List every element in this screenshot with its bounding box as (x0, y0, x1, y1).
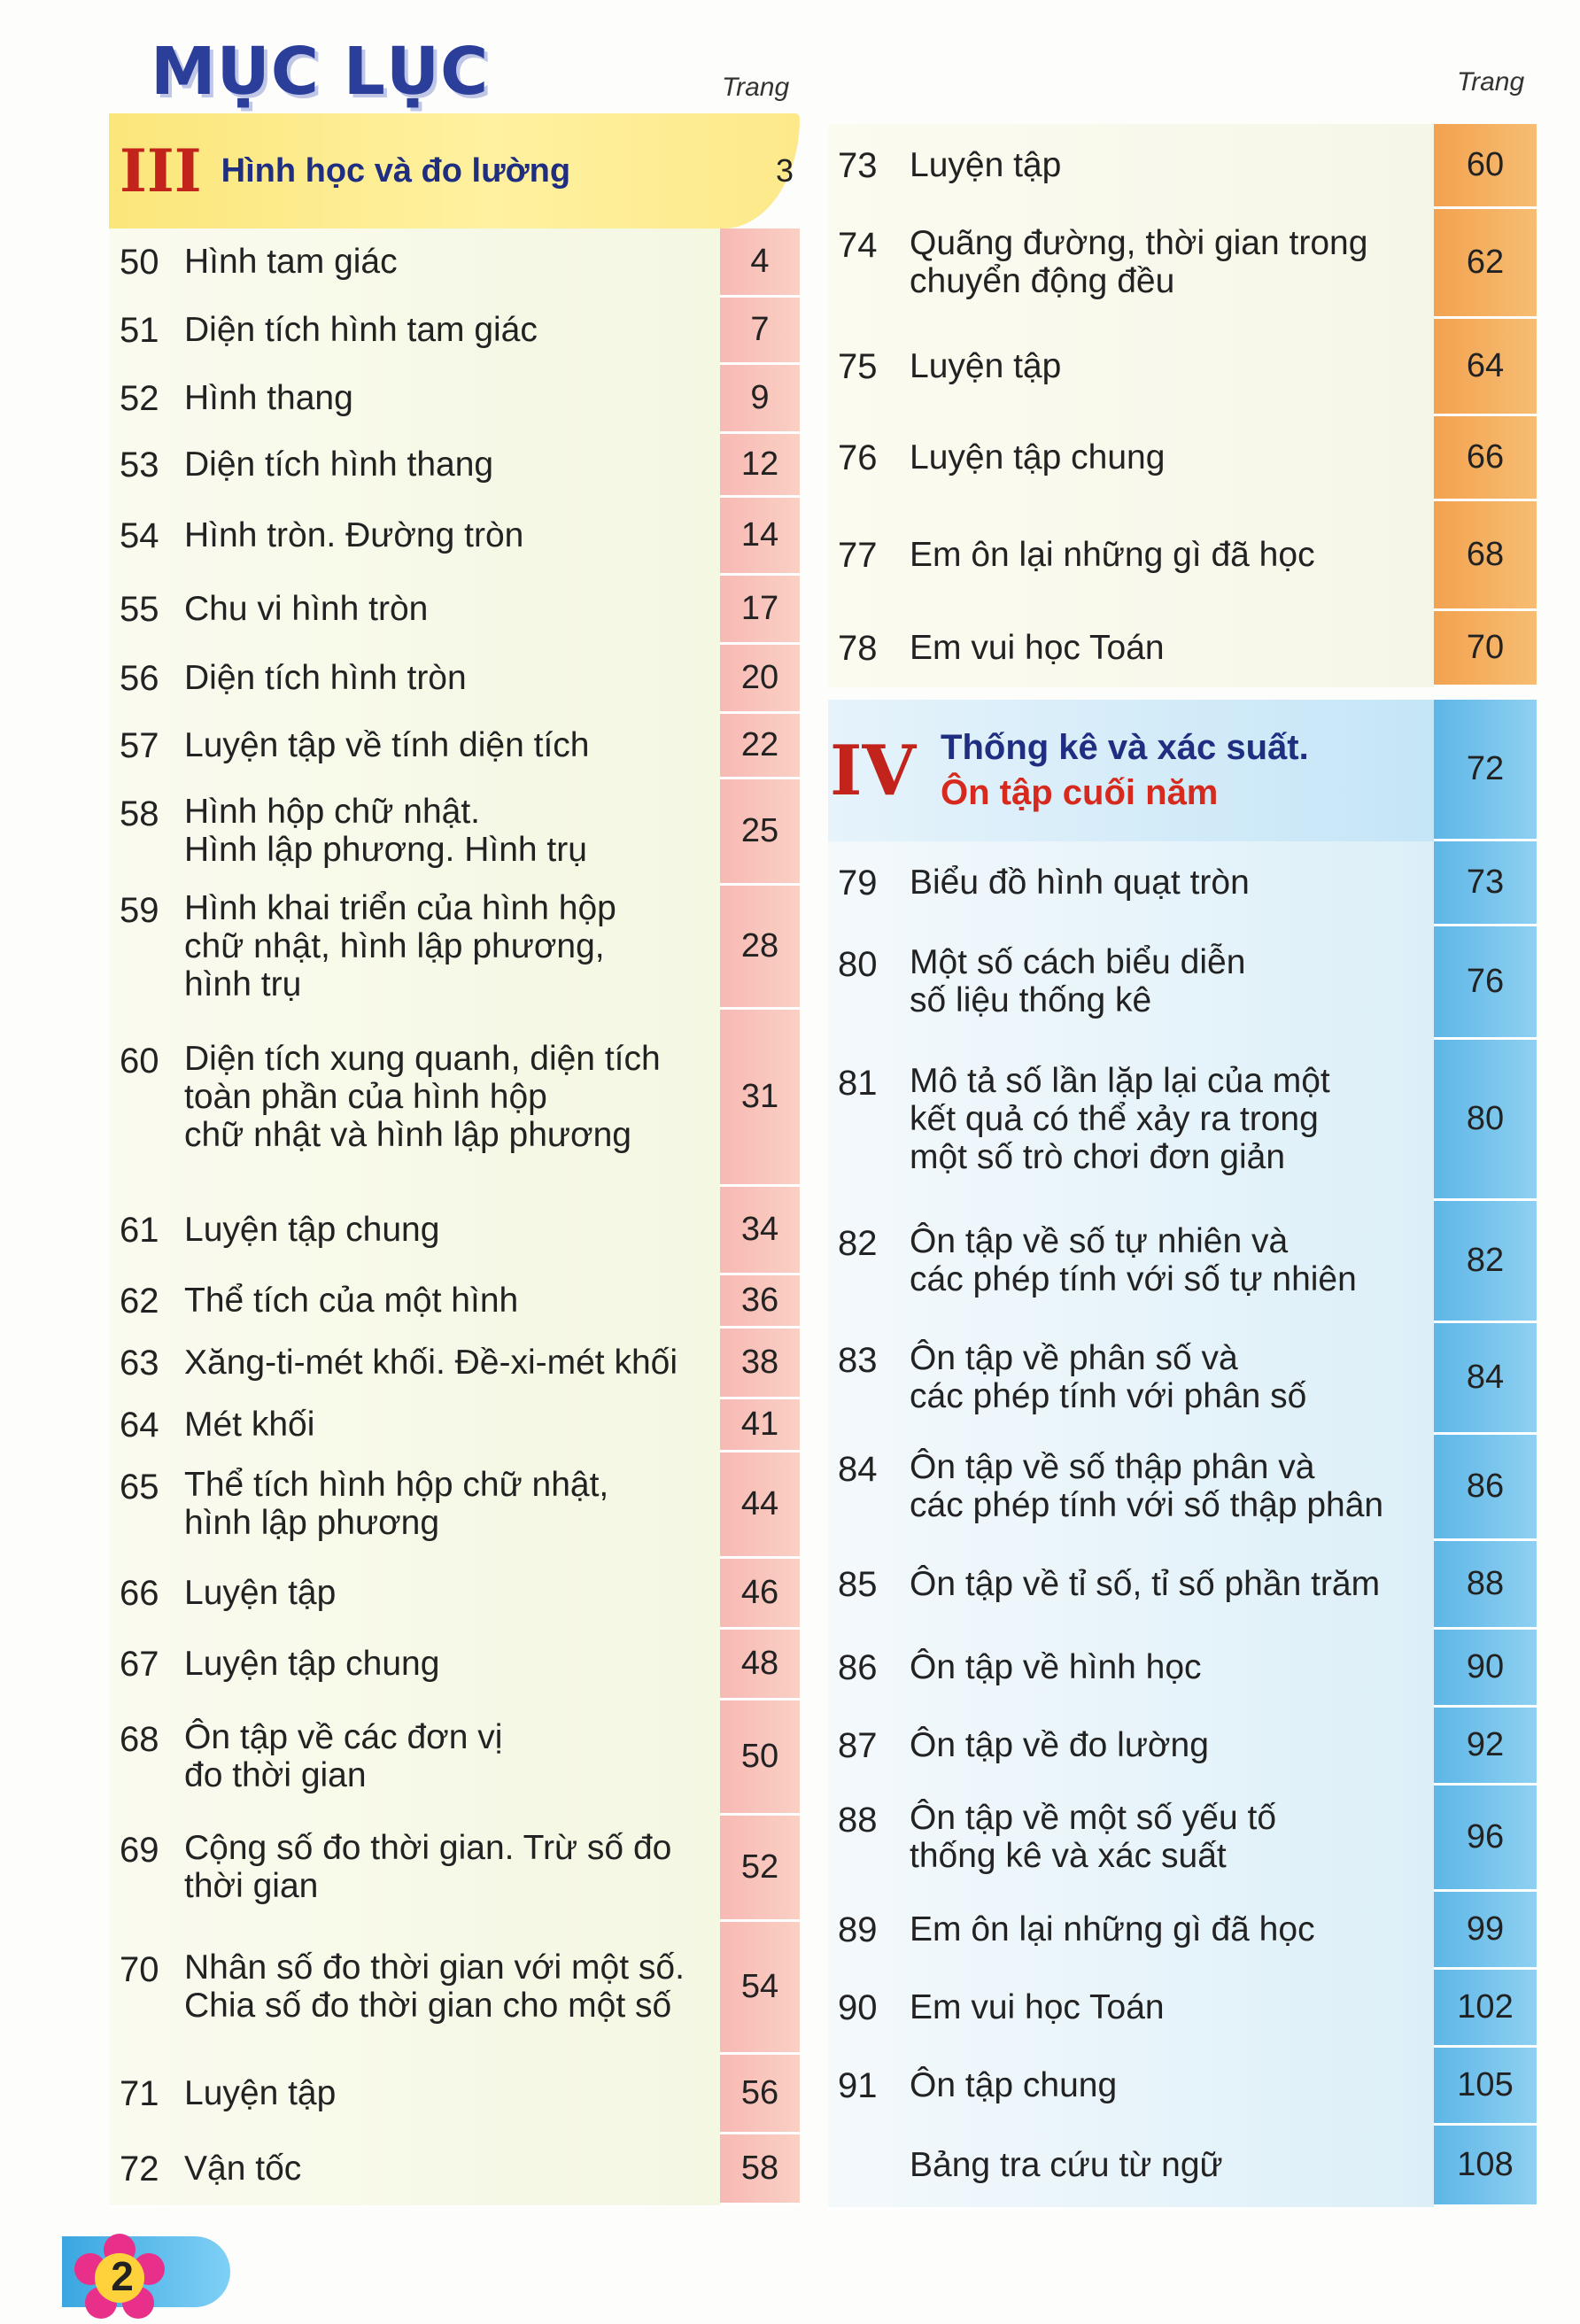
page-number-cell (1434, 1435, 1537, 1541)
lesson-title: Em ôn lại những gì đã học (910, 1910, 1315, 1948)
lesson-page-number: 96 (1466, 1818, 1505, 1855)
lesson-page-number: 38 (740, 1344, 779, 1381)
section-roman-numeral: IV (830, 730, 917, 811)
lesson-page-number: 14 (740, 516, 779, 554)
page-number-cell (1434, 209, 1537, 319)
page-number-cell (1434, 124, 1537, 209)
toc-row[interactable] (828, 1040, 1434, 1204)
lesson-number: 85 (838, 1565, 878, 1604)
lesson-number: 80 (838, 945, 878, 984)
lesson-number: 83 (838, 1341, 878, 1380)
lesson-number: 77 (838, 536, 878, 575)
page-number-cell (1434, 2048, 1537, 2126)
lesson-number: 76 (838, 438, 878, 477)
lesson-page-number: 25 (740, 812, 779, 849)
lesson-number: 71 (120, 2074, 159, 2113)
toc-row[interactable] (828, 1541, 1434, 1632)
lesson-page-number: 31 (740, 1078, 779, 1115)
page-number-cell (1434, 841, 1537, 926)
lesson-page-number: 90 (1466, 1648, 1505, 1685)
toc-row[interactable] (109, 779, 720, 887)
lesson-page-number: 80 (1466, 1100, 1505, 1137)
lesson-number: 62 (120, 1282, 159, 1321)
lesson-title: hình lập phương (184, 1504, 440, 1542)
lesson-number: 59 (120, 891, 159, 930)
toc-row[interactable] (828, 2048, 1434, 2128)
page-number-cell (1434, 1892, 1537, 1970)
page-number-cell (720, 1399, 800, 1452)
lesson-title: Luyện tập (910, 146, 1062, 184)
lesson-title: Thể tích của một hình (184, 1282, 519, 1320)
page-number-cell (1434, 501, 1537, 611)
toc-row[interactable] (828, 926, 1434, 1042)
lesson-page-number: 12 (740, 445, 779, 483)
lesson-number: 91 (838, 2066, 878, 2105)
lesson-page-number: 102 (1457, 1988, 1514, 2026)
lesson-page-number: 62 (1466, 244, 1505, 281)
lesson-number: 61 (120, 1211, 159, 1250)
lesson-page-number: 48 (740, 1645, 779, 1682)
toc-row[interactable] (109, 1010, 720, 1189)
lesson-title: Bảng tra cứu từ ngữ (910, 2146, 1223, 2184)
page-number-cell (720, 498, 800, 576)
toc-row[interactable] (828, 611, 1434, 687)
page-number-cell (1434, 1970, 1537, 2048)
lesson-page-number: 73 (1466, 864, 1505, 901)
lesson-page-number: 17 (740, 590, 779, 627)
section-roman-numeral: III (120, 136, 202, 205)
page-number-cell (1434, 1201, 1537, 1323)
section-title: Thống kê và xác suất. (941, 728, 1309, 767)
lesson-title: Ôn tập về tỉ số, tỉ số phần trăm (910, 1565, 1381, 1603)
page-number-cell (720, 1700, 800, 1816)
page-number-cell (1434, 319, 1537, 416)
lesson-title: số liệu thống kê (910, 981, 1152, 1019)
section-page-number-cell (1434, 700, 1537, 841)
lesson-title: Luyện tập (184, 1574, 337, 1612)
toc-row[interactable] (109, 229, 720, 299)
lesson-page-number: 99 (1466, 1910, 1505, 1948)
lesson-title: Diện tích hình tròn (184, 659, 467, 697)
lesson-number: 73 (838, 146, 878, 185)
toc-row[interactable] (828, 1201, 1434, 1326)
lesson-number: 50 (120, 243, 159, 282)
lesson-number: 72 (120, 2150, 159, 2188)
lesson-title: Ôn tập về phân số và (910, 1339, 1238, 1377)
lesson-page-number: 88 (1466, 1565, 1505, 1602)
lesson-page-number: 92 (1466, 1726, 1505, 1763)
page-number-cell (1434, 1541, 1537, 1630)
lesson-number: 90 (838, 1988, 878, 2027)
lesson-title: Hình tam giác (184, 243, 398, 281)
page-number-cell (720, 1452, 800, 1559)
lesson-title: Biểu đồ hình quạt tròn (910, 864, 1250, 902)
toc-row[interactable] (109, 1187, 720, 1277)
lesson-page-number: 52 (740, 1848, 779, 1886)
page-number-cell (720, 886, 800, 1010)
lesson-number: 55 (120, 590, 159, 629)
lesson-page-number: 58 (740, 2150, 779, 2187)
lesson-number: 66 (120, 1574, 159, 1613)
lesson-number: 81 (838, 1064, 878, 1103)
lesson-page-number: 9 (750, 379, 770, 416)
lesson-title: Ôn tập về số tự nhiên và (910, 1222, 1289, 1260)
lesson-title: Hình tròn. Đường tròn (184, 516, 524, 554)
lesson-number: 86 (838, 1648, 878, 1687)
toc-row[interactable] (109, 714, 720, 781)
lesson-number: 56 (120, 659, 159, 698)
lesson-number: 67 (120, 1645, 159, 1684)
lesson-number: 57 (120, 726, 159, 765)
lesson-title: Ôn tập về các đơn vị (184, 1718, 503, 1756)
lesson-title: Hình hộp chữ nhật. (184, 793, 480, 831)
lesson-title: toàn phần của hình hộp (184, 1078, 547, 1116)
lesson-title: Luyện tập về tính diện tích (184, 726, 590, 764)
page-number-cell (1434, 1708, 1537, 1786)
lesson-title: Luyện tập chung (910, 438, 1166, 476)
page-number-cell (720, 1187, 800, 1275)
lesson-title: Ôn tập về một số yếu tố (910, 1799, 1277, 1837)
lesson-page-number: 41 (740, 1406, 779, 1443)
lesson-number: 58 (120, 794, 159, 833)
toc-row[interactable] (109, 645, 720, 716)
page-number-cell (1434, 1786, 1537, 1892)
lesson-title: Em vui học Toán (910, 1988, 1165, 2026)
lesson-title: Luyện tập chung (184, 1211, 440, 1249)
lesson-page-number: 56 (740, 2074, 779, 2111)
toc-row[interactable] (828, 1323, 1434, 1437)
page-number-cell (720, 229, 800, 298)
lesson-number: 87 (838, 1726, 878, 1765)
page-number-cell (720, 1559, 800, 1630)
lesson-page-number: 70 (1466, 629, 1505, 666)
page-number-cell (720, 1329, 800, 1399)
page-number-cell (720, 298, 800, 365)
lesson-title: Diện tích hình tam giác (184, 311, 538, 349)
page-number-cell (720, 434, 800, 498)
page-number-cell (720, 365, 800, 434)
lesson-number: 82 (838, 1224, 878, 1263)
lesson-page-number: 84 (1466, 1359, 1505, 1396)
page-number-cell (720, 779, 800, 886)
lesson-title: các phép tính với số tự nhiên (910, 1260, 1357, 1298)
toc-row[interactable] (828, 319, 1434, 416)
lesson-page-number: 44 (740, 1485, 779, 1522)
page-number-cell (720, 1922, 800, 2055)
lesson-title: Mô tả số lần lặp lại của một (910, 1062, 1330, 1100)
lesson-page-number: 76 (1466, 963, 1505, 1000)
page-column-label-left: Trang (722, 73, 790, 102)
page-number-cell (1434, 1040, 1537, 1201)
toc-row[interactable] (109, 1816, 720, 1924)
lesson-title: Hình khai triển của hình hộp (184, 889, 616, 927)
toc-row[interactable] (109, 576, 720, 647)
toc-row[interactable] (828, 1786, 1434, 1894)
toc-row[interactable] (109, 1559, 720, 1631)
page-number-cell (1434, 1630, 1537, 1708)
lesson-page-number: 20 (740, 659, 779, 696)
lesson-number: 70 (120, 1950, 159, 1989)
page-number-cell (1434, 2126, 1537, 2207)
page-number-cell (1434, 926, 1537, 1040)
toc-row[interactable] (828, 1708, 1434, 1788)
toc-row[interactable] (828, 1630, 1434, 1710)
toc-row[interactable] (109, 1452, 720, 1561)
lesson-page-number: 82 (1466, 1242, 1505, 1279)
lesson-title: Ôn tập về hình học (910, 1648, 1202, 1686)
lesson-title: Thể tích hình hộp chữ nhật, (184, 1466, 609, 1504)
lesson-page-number: 22 (740, 726, 779, 763)
toc-row[interactable] (109, 298, 720, 367)
toc-row[interactable] (109, 1630, 720, 1702)
lesson-title: Một số cách biểu diễn (910, 943, 1246, 981)
lesson-title: Ôn tập về số thập phân và (910, 1448, 1315, 1486)
lesson-number: 68 (120, 1720, 159, 1759)
toc-row[interactable] (109, 365, 720, 436)
lesson-page-number: 4 (750, 243, 770, 280)
lesson-title: các phép tính với phân số (910, 1377, 1307, 1415)
lesson-number: 74 (838, 226, 878, 265)
lesson-number: 51 (120, 311, 159, 350)
page-number-cell (720, 1010, 800, 1187)
lesson-title: Quãng đường, thời gian trong (910, 224, 1368, 262)
page-number-cell (720, 1816, 800, 1922)
toc-row[interactable] (828, 1970, 1434, 2050)
lesson-number: 75 (838, 347, 878, 386)
section-iii-header[interactable] (109, 113, 800, 229)
toc-row[interactable] (109, 2134, 720, 2207)
lesson-title: Xăng-ti-mét khối. Đề-xi-mét khối (184, 1344, 678, 1382)
toc-row[interactable] (828, 124, 1434, 209)
lesson-title: thời gian (184, 1867, 319, 1905)
lesson-title: Luyện tập (910, 347, 1062, 385)
lesson-title: Chu vi hình tròn (184, 590, 429, 628)
lesson-title: Hình lập phương. Hình trụ (184, 831, 587, 869)
lesson-page-number: 105 (1457, 2066, 1514, 2103)
lesson-title: Chia số đo thời gian cho một số (184, 1987, 672, 2025)
toc-row[interactable] (109, 2055, 720, 2136)
lesson-page-number: 7 (750, 311, 770, 348)
lesson-title: Em vui học Toán (910, 629, 1165, 667)
lesson-title: chuyển động đều (910, 262, 1175, 300)
lesson-title: thống kê và xác suất (910, 1837, 1227, 1875)
page-number-cell (720, 2055, 800, 2134)
toc-row[interactable] (109, 1275, 720, 1330)
lesson-title: chữ nhật, hình lập phương, (184, 927, 605, 965)
lesson-title: Mét khối (184, 1406, 315, 1444)
lesson-title: Luyện tập (184, 2074, 337, 2112)
section-page-number: 3 (775, 152, 794, 189)
toc-row[interactable] (828, 501, 1434, 611)
page-column-label-right: Trang (1457, 67, 1525, 97)
lesson-number: 89 (838, 1910, 878, 1949)
page-number: 2 (111, 2253, 134, 2299)
lesson-title: Ôn tập về đo lường (910, 1726, 1209, 1764)
lesson-title: Cộng số đo thời gian. Trừ số đo (184, 1829, 672, 1867)
lesson-page-number: 60 (1466, 146, 1505, 183)
lesson-title: Luyện tập chung (184, 1645, 440, 1683)
lesson-number: 84 (838, 1450, 878, 1489)
lesson-title: Vận tốc (184, 2150, 302, 2188)
lesson-title: Em ôn lại những gì đã học (910, 536, 1315, 574)
lesson-title: các phép tính với số thập phân (910, 1486, 1384, 1524)
lesson-number: 63 (120, 1344, 159, 1383)
lesson-title: Diện tích hình thang (184, 445, 494, 484)
toc-row[interactable] (109, 886, 720, 1011)
lesson-page-number: 54 (740, 1968, 779, 2005)
lesson-title: kết quả có thể xảy ra trong (910, 1100, 1319, 1138)
lesson-page-number: 46 (740, 1574, 779, 1611)
toc-row[interactable] (109, 1922, 720, 2057)
page-number-cell (720, 1275, 800, 1329)
lesson-title: Ôn tập chung (910, 2066, 1118, 2104)
lesson-number: 60 (120, 1042, 159, 1081)
lesson-number: 78 (838, 629, 878, 668)
toc-row[interactable] (828, 416, 1434, 501)
toc-row[interactable] (109, 498, 720, 577)
lesson-number: 65 (120, 1468, 159, 1507)
section-title: Hình học và đo lường (221, 151, 571, 190)
lesson-title: đo thời gian (184, 1756, 367, 1794)
lesson-page-number: 28 (740, 927, 779, 964)
lesson-number: 52 (120, 379, 159, 418)
section-title-block (941, 728, 1309, 813)
lesson-page-number: 108 (1457, 2146, 1514, 2183)
toc-row[interactable] (828, 2126, 1434, 2210)
lesson-number: 88 (838, 1801, 878, 1840)
section-iv-header[interactable] (828, 700, 1537, 841)
page-number-cell (720, 714, 800, 779)
lesson-title: Nhân số đo thời gian với một số. (184, 1948, 685, 1987)
toc-row[interactable] (828, 1892, 1434, 1972)
page-number-cell (720, 2134, 800, 2205)
page-number-cell (1434, 416, 1537, 501)
lesson-title: hình trụ (184, 965, 302, 1003)
toc-row[interactable] (828, 1435, 1434, 1544)
lesson-title: một số trò chơi đơn giản (910, 1138, 1286, 1176)
lesson-page-number: 50 (740, 1738, 779, 1775)
toc-row[interactable] (109, 1399, 720, 1454)
lesson-number: 53 (120, 445, 159, 484)
lesson-number: 79 (838, 864, 878, 902)
lesson-page-number: 86 (1466, 1468, 1505, 1505)
lesson-page-number: 36 (740, 1282, 779, 1319)
toc-row[interactable] (109, 1329, 720, 1401)
section-page-number: 72 (1466, 750, 1505, 787)
page-number-cell (720, 576, 800, 645)
page-title: MỤC LỤC (151, 34, 490, 110)
lesson-page-number: 34 (740, 1211, 779, 1248)
page-number-cell (720, 645, 800, 714)
lesson-number: 69 (120, 1831, 159, 1870)
lesson-page-number: 66 (1466, 438, 1505, 476)
page-number-cell (1434, 1323, 1537, 1435)
toc-row[interactable] (828, 841, 1434, 929)
section-subtitle: Ôn tập cuối năm (941, 773, 1219, 812)
toc-row[interactable] (109, 1700, 720, 1817)
lesson-title: chữ nhật và hình lập phương (184, 1116, 631, 1154)
lesson-number: 54 (120, 516, 159, 555)
lesson-page-number: 64 (1466, 347, 1505, 384)
lesson-title: Hình thang (184, 379, 353, 417)
page-number-cell (720, 1630, 800, 1700)
lesson-title: Diện tích xung quanh, diện tích (184, 1040, 661, 1078)
toc-row[interactable] (828, 209, 1434, 319)
page-number-cell (1434, 611, 1537, 687)
toc-row[interactable] (109, 434, 720, 500)
lesson-page-number: 68 (1466, 536, 1505, 573)
lesson-number: 64 (120, 1406, 159, 1445)
